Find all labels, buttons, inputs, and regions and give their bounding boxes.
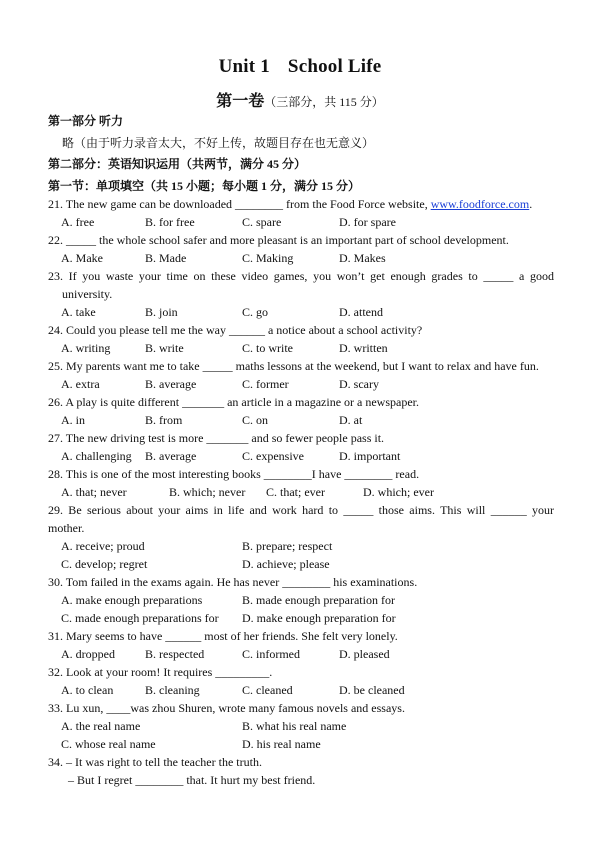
option-d: D. make enough preparation for xyxy=(242,611,396,625)
option-d: D. important xyxy=(339,449,401,463)
section1-heading: 第一节：单项填空（共 15 小题；每小题 1 分，满分 15 分） xyxy=(48,179,361,193)
question-25-stem: 25. My parents want me to take _____ maths lessons at the weekend, but I want to relax and have fun. xyxy=(48,359,539,373)
option-c: C. former xyxy=(242,377,289,391)
option-c: C. Making xyxy=(242,251,294,265)
foodforce-link[interactable]: www.foodforce.com xyxy=(430,197,530,211)
question-33-options-row1 xyxy=(61,718,561,734)
question-24-stem: 24. Could you please tell me the way ______ a notice about a school activity? xyxy=(48,323,423,337)
option-b: B. write xyxy=(145,341,184,355)
option-d: D. written xyxy=(339,341,388,355)
option-a: A. take xyxy=(61,305,96,319)
question-21-stem: 21. The new game can be downloaded ________ from the Food Force website, www.foodforce.com. xyxy=(48,197,533,211)
question-28-options xyxy=(61,484,561,500)
option-b: B. join xyxy=(145,305,178,319)
option-d: D. at xyxy=(339,413,363,427)
option-d: D. be cleaned xyxy=(339,683,405,697)
question-33-stem: 33. Lu xun, ____was zhou Shuren, wrote many famous novels and essays. xyxy=(48,701,405,715)
option-b: B. made enough preparation for xyxy=(242,593,395,607)
option-a: A. Make xyxy=(61,251,103,265)
question-33-options-row2 xyxy=(61,736,561,752)
question-29-stem: 29. Be serious about your aims in life and work hard to _____ those aims. This will ______ your xyxy=(48,503,554,517)
option-c: C. spare xyxy=(242,215,282,229)
option-d: D. scary xyxy=(339,377,379,391)
option-b: B. prepare; respect xyxy=(242,539,333,553)
option-d: D. pleased xyxy=(339,647,390,661)
option-d: D. which; ever xyxy=(363,485,434,499)
question-30-options-row1 xyxy=(61,592,561,608)
option-a: A. challenging xyxy=(61,449,132,463)
question-30-stem: 30. Tom failed in the exams again. He has never ________ his examinations. xyxy=(48,575,418,589)
option-b: B. average xyxy=(145,377,197,391)
question-26-options xyxy=(61,412,561,428)
option-c: C. go xyxy=(242,305,269,319)
question-32-options xyxy=(61,682,561,698)
volume-heading xyxy=(0,88,600,111)
option-a: A. in xyxy=(61,413,85,427)
question-25-options xyxy=(61,376,561,392)
question-21-options xyxy=(61,214,561,230)
option-c: C. that; ever xyxy=(266,485,325,499)
option-a: A. to clean xyxy=(61,683,114,697)
question-23-options xyxy=(61,304,561,320)
option-b: B. what his real name xyxy=(242,719,347,733)
option-b: B. from xyxy=(145,413,183,427)
option-a: A. make enough preparations xyxy=(61,593,203,607)
option-a: A. free xyxy=(61,215,95,229)
question-30-options-row2 xyxy=(61,610,561,626)
question-23-stem: 23. If you waste your time on these video games, you won’t get enough grades to _____ a good xyxy=(48,269,554,283)
part1-note: 略（由于听力录音太大，不好上传，故题目存在也无意义） xyxy=(62,136,375,150)
option-d: D. attend xyxy=(339,305,383,319)
option-b: B. average xyxy=(145,449,197,463)
option-d: D. for spare xyxy=(339,215,396,229)
option-c: C. cleaned xyxy=(242,683,293,697)
option-a: A. dropped xyxy=(61,647,115,661)
question-34-stem: 34. – It was right to tell the teacher the truth. xyxy=(48,755,262,769)
option-a: A. receive; proud xyxy=(61,539,145,553)
part2-heading: 第二部分：英语知识运用（共两节，满分 45 分） xyxy=(48,157,307,171)
option-a: A. the real name xyxy=(61,719,141,733)
question-22-options xyxy=(61,250,561,266)
option-c: C. informed xyxy=(242,647,300,661)
option-c: C. on xyxy=(242,413,269,427)
option-c: C. to write xyxy=(242,341,293,355)
volume-label: 第一卷 xyxy=(216,93,265,110)
question-29-options-row1 xyxy=(61,538,561,554)
question-22-stem: 22. _____ the whole school safer and more pleasant is an important part of school development. xyxy=(48,233,509,247)
question-32-stem: 32. Look at your room! It requires _________. xyxy=(48,665,273,679)
title-name: School Life xyxy=(287,56,382,77)
option-a: A. that; never xyxy=(61,485,127,499)
question-24-options xyxy=(61,340,561,356)
question-31-options xyxy=(61,646,561,662)
question-27-stem: 27. The new driving test is more _______ and so fewer people pass it. xyxy=(48,431,385,445)
option-d: D. Makes xyxy=(339,251,386,265)
option-b: B. respected xyxy=(145,647,205,661)
option-c: C. made enough preparations for xyxy=(61,611,219,625)
part1-heading: 第一部分 听力 xyxy=(48,114,124,128)
volume-note: （三部分，共 115 分） xyxy=(264,95,384,109)
page-title xyxy=(0,56,600,78)
option-b: B. Made xyxy=(145,251,187,265)
option-a: A. writing xyxy=(61,341,111,355)
option-c: C. whose real name xyxy=(61,737,156,751)
question-31-stem: 31. Mary seems to have ______ most of her friends. She felt very lonely. xyxy=(48,629,398,643)
question-28-stem: 28. This is one of the most interesting books ________I have ________ read. xyxy=(48,467,420,481)
question-27-options xyxy=(61,448,561,464)
question-26-stem: 26. A play is quite different _______ an article in a magazine or a newspaper. xyxy=(48,395,419,409)
option-b: B. for free xyxy=(145,215,195,229)
question-29-stem-cont: mother. xyxy=(48,521,85,535)
option-b: B. cleaning xyxy=(145,683,200,697)
question-34-reply: – But I regret ________ that. It hurt my best friend. xyxy=(68,773,316,787)
option-c: C. develop; regret xyxy=(61,557,148,571)
question-23-stem-cont: university. xyxy=(62,287,113,301)
option-a: A. extra xyxy=(61,377,100,391)
title-unit: Unit 1 xyxy=(218,56,270,77)
option-b: B. which; never xyxy=(169,485,246,499)
option-c: C. expensive xyxy=(242,449,304,463)
question-29-options-row2 xyxy=(61,556,561,572)
option-d: D. his real name xyxy=(242,737,321,751)
option-d: D. achieve; please xyxy=(242,557,330,571)
